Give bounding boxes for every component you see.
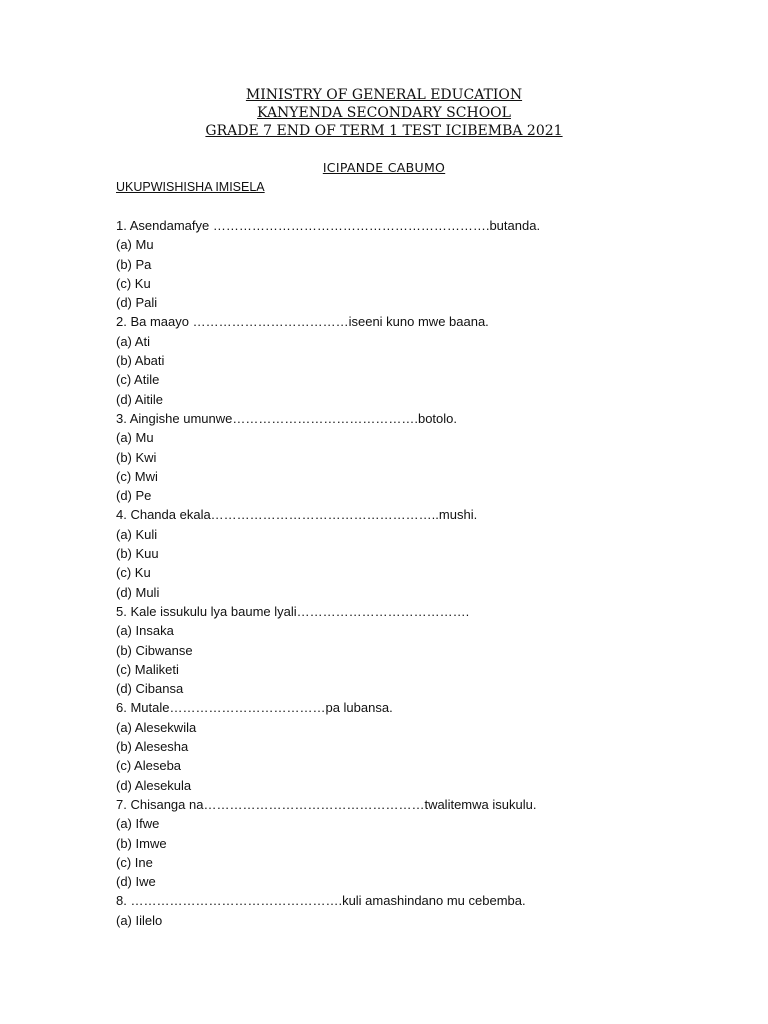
- answer-option: (d) Muli: [116, 584, 160, 600]
- answer-option: (d) Alesekula: [116, 777, 192, 793]
- answer-option: (a) Alesekwila: [116, 719, 197, 735]
- question-text: 2. Ba maayo ………………………………iseeni kuno mwe baana.: [116, 314, 489, 330]
- question-text: 1. Asendamafye ……………………………………………………….butanda.: [116, 218, 541, 233]
- section-subtitle: ICIPANDE CABUMO: [322, 160, 446, 175]
- answer-option: (a) Ati: [116, 333, 150, 349]
- answer-option: (b) Pa: [116, 256, 152, 272]
- section-title: UKUPWISHISHA IMISELA: [116, 180, 265, 194]
- question-text: 4. Chanda ekala……………………………………………..mushi.: [116, 507, 478, 523]
- answer-option: (a) Mu: [116, 237, 154, 253]
- question-text: 7. Chisanga na……………………………………………twalitemwa isukulu.: [116, 796, 537, 812]
- answer-option: (a) Mu: [116, 430, 154, 446]
- answer-option: (a) Insaka: [116, 623, 174, 639]
- answer-option: (d) Pe: [116, 488, 152, 504]
- question-text: 5. Kale issukulu lya baume lyali………………………………….: [116, 603, 470, 619]
- answer-option: (d) Iwe: [116, 874, 156, 890]
- question-text: 3. Aingishe umunwe…………………………………….botolo.: [116, 410, 457, 426]
- answer-option: (d) Cibansa: [116, 681, 184, 697]
- answer-option: (b) Imwe: [116, 835, 167, 851]
- answer-option: (d) Aitile: [116, 391, 163, 407]
- answer-option: (c) Atile: [116, 372, 160, 388]
- answer-option: (c) Mwi: [116, 468, 158, 484]
- answer-option: (c) Ku: [116, 275, 151, 291]
- answer-option: (c) Aleseba: [116, 758, 182, 774]
- answer-option: (b) Cibwanse: [116, 642, 193, 658]
- answer-option: (d) Pali: [116, 295, 158, 311]
- question-text: 6. Mutale………………………………pa lubansa.: [116, 700, 393, 716]
- answer-option: (b) Alesesha: [116, 739, 189, 755]
- answer-option: (c) Ku: [116, 565, 151, 581]
- answer-option: (a) Ifwe: [116, 816, 160, 832]
- answer-option: (b) Kwi: [116, 449, 157, 465]
- ministry-title: MINISTRY OF GENERAL EDUCATION: [245, 87, 523, 103]
- test-title: GRADE 7 END OF TERM 1 TEST ICIBEMBA 2021: [205, 123, 563, 139]
- answer-option: (c) Ine: [116, 854, 153, 870]
- school-name: KANYENDA SECONDARY SCHOOL: [257, 105, 511, 121]
- answer-option: (a) Kuli: [116, 526, 158, 542]
- question-text: 8. ………………………………………….kuli amashindano mu cebemba.: [116, 893, 526, 909]
- answer-option: (b) Abati: [116, 353, 165, 369]
- document-header: [0, 86, 768, 140]
- answer-option: (a) Iilelo: [116, 912, 163, 928]
- answer-option: (b) Kuu: [116, 546, 159, 562]
- question-list: [116, 216, 540, 930]
- answer-option: (c) Maliketi: [116, 661, 179, 677]
